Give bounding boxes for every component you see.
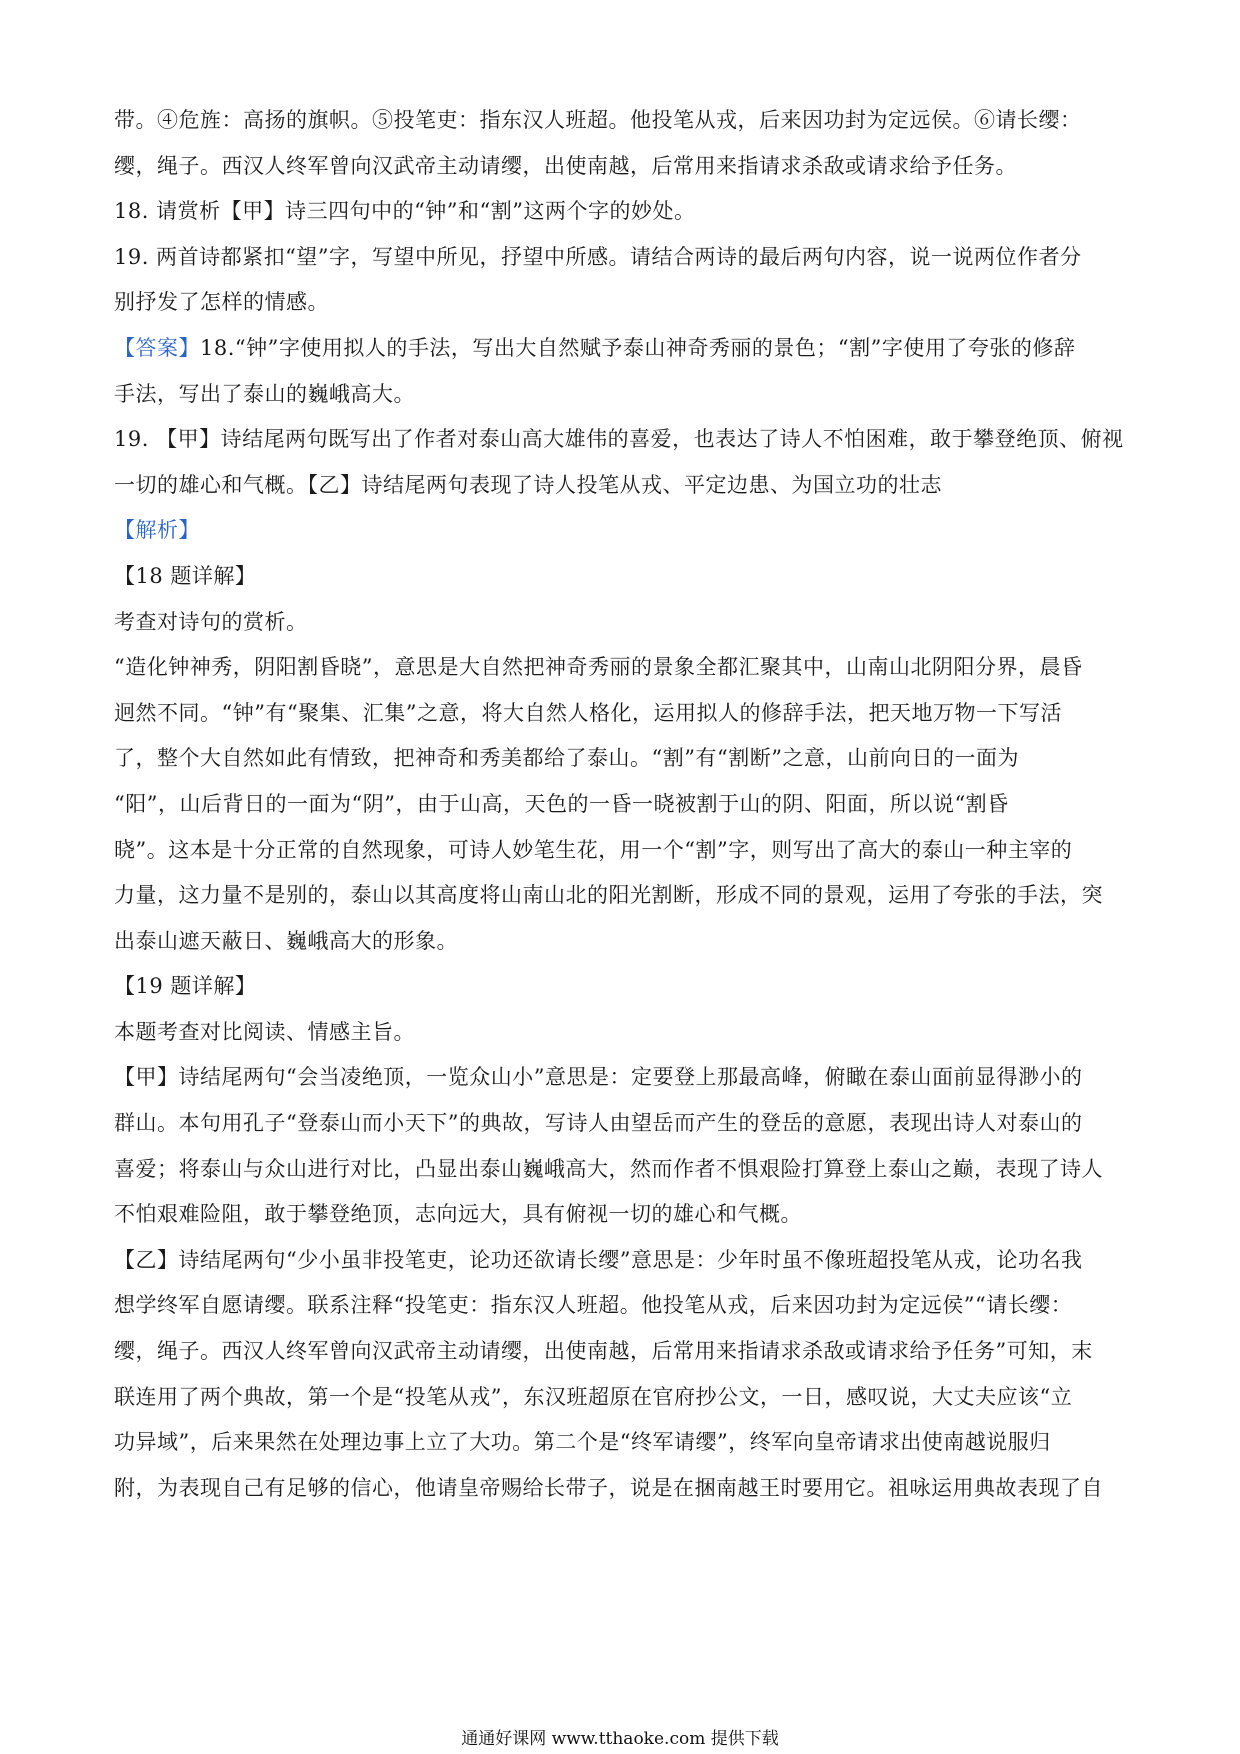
line-text: 缨，绳子。西汉人终军曾向汉武帝主动请缨，出使南越，后常用来指请求杀敌或请求给予任务”可知，末 [114, 1339, 1093, 1364]
text-line [114, 1238, 1126, 1284]
line-text: 18. 请赏析【甲】诗三四句中的“钟”和“割”这两个字的妙处。 [114, 199, 696, 224]
line-text: 手法，写出了泰山的巍峨高大。 [114, 381, 415, 406]
text-line [114, 1010, 1126, 1056]
section-heading-19 [114, 964, 1126, 1010]
line-text: 考查对诗句的赏析。 [114, 609, 308, 634]
line-text: 缨，绳子。西汉人终军曾向汉武帝主动请缨，出使南越，后常用来指请求杀敌或请求给予任务。 [114, 153, 1017, 178]
line-text: 【19 题详解】 [114, 974, 257, 999]
text-line [114, 280, 1126, 326]
line-text: 不怕艰难险阻，敢于攀登绝顶，志向远大，具有俯视一切的雄心和气概。 [114, 1202, 802, 1227]
footer-text: 通通好课网 www.tthaoke.com 提供下载 [461, 1729, 779, 1749]
text-line [114, 645, 1126, 691]
line-text: 群山。本句用孔子“登泰山而小天下”的典故，写诗人由望岳而产生的登岳的意愿，表现出诗人对泰山的 [114, 1111, 1083, 1136]
text-line [114, 144, 1126, 190]
line-text: 别抒发了怎样的情感。 [114, 290, 329, 315]
text-line [114, 463, 1126, 509]
line-text: 带。④危旌：高扬的旗帜。⑤投笔吏：指东汉人班超。他投笔从戎，后来因功封为定远侯。⑥请长缨： [114, 108, 1082, 132]
text-line [114, 691, 1126, 737]
text-line [114, 417, 1126, 463]
text-line [114, 1192, 1126, 1238]
question-19 [114, 235, 1126, 281]
text-line [114, 782, 1126, 828]
document-body [114, 98, 1126, 1511]
text-line [114, 1283, 1126, 1329]
text-line [114, 828, 1126, 874]
text-line [114, 1147, 1126, 1193]
text-line [114, 736, 1126, 782]
line-text: 本题考查对比阅读、情感主旨。 [114, 1019, 415, 1044]
line-text: 联连用了两个典故，第一个是“投笔从戎”，东汉班超原在官府抄公文，一日，感叹说，大丈夫应该“立 [114, 1384, 1073, 1409]
line-text: 【甲】诗结尾两句“会当凌绝顶，一览众山小”意思是：定要登上那最高峰，俯瞰在泰山面前显得渺小的 [114, 1065, 1083, 1090]
question-18 [114, 189, 1126, 235]
text-line [114, 600, 1126, 646]
line-text: “阳”，山后背日的一面为“阴”，由于山高，天色的一昏一晓被割于山的阴、阳面，所以说“割昏 [114, 791, 1009, 816]
text-line [114, 1101, 1126, 1147]
line-text: 功异域”，后来果然在处理边事上立了大功。第二个是“终军请缨”，终军向皇帝请求出使南越说服归 [114, 1430, 1051, 1455]
text-line [114, 873, 1126, 919]
line-text: 附，为表现自己有足够的信心，他请皇帝赐给长带子，说是在捆南越王时要用它。祖咏运用典故表现了自 [114, 1475, 1103, 1500]
text-line [114, 1420, 1126, 1466]
line-text: 出泰山遮天蔽日、巍峨高大的形象。 [114, 928, 458, 953]
line-text: 一切的雄心和气概。【乙】诗结尾两句表现了诗人投笔从戎、平定边患、为国立功的壮志 [114, 472, 942, 497]
section-heading-18 [114, 554, 1126, 600]
analysis-heading [114, 508, 1126, 554]
line-text: 迥然不同。“钟”有“聚集、汇集”之意，将大自然人格化，运用拟人的修辞手法，把天地万物一下写活 [114, 700, 1062, 725]
line-text: 了，整个大自然如此有情致，把神奇和秀美都给了泰山。“割”有“割断”之意，山前向日的一面为 [114, 746, 1019, 771]
text-line [114, 1466, 1126, 1512]
analysis-tag: 【解析】 [114, 518, 200, 543]
text-line [114, 1375, 1126, 1421]
line-text: 19. 【甲】诗结尾两句既写出了作者对泰山高大雄伟的喜爱，也表达了诗人不怕困难，敢于攀登绝顶、俯视 [114, 427, 1124, 452]
line-text: 【乙】诗结尾两句“少小虽非投笔吏，论功还欲请长缨”意思是：少年时虽不像班超投笔从戎，论功名我 [114, 1247, 1083, 1272]
answer-line [114, 326, 1126, 372]
line-text: “造化钟神秀，阴阳割昏晓”，意思是大自然把神奇秀丽的景象全都汇聚其中，山南山北阴阳分界，晨昏 [114, 655, 1083, 680]
line-text: 想学终军自愿请缨。联系注释“投笔吏：指东汉人班超。他投笔从戎，后来因功封为定远侯”“请长缨： [114, 1293, 1073, 1318]
line-text: 力量，这力量不是别的，泰山以其高度将山南山北的阳光割断，形成不同的景观，运用了夸张的手法，突 [114, 883, 1103, 908]
text-line [114, 1055, 1126, 1101]
text-line [114, 372, 1126, 418]
text-line [114, 919, 1126, 965]
line-text: 【18 题详解】 [114, 563, 257, 588]
line-text: 喜爱；将泰山与众山进行对比，凸显出泰山巍峨高大，然而作者不惧艰险打算登上泰山之巅，表现了诗人 [114, 1156, 1103, 1181]
line-text: 18.“钟”字使用拟人的手法，写出大自然赋予泰山神奇秀丽的景色；“割”字使用了夸张的修辞 [200, 335, 1076, 360]
page-footer [0, 1724, 1240, 1749]
text-line [114, 1329, 1126, 1375]
answer-tag: 【答案】 [114, 335, 200, 360]
text-line [114, 98, 1126, 144]
line-text: 晓”。这本是十分正常的自然现象，可诗人妙笔生花，用一个“割”字，则写出了高大的泰山一种主宰的 [114, 837, 1073, 862]
line-text: 19. 两首诗都紧扣“望”字，写望中所见，抒望中所感。请结合两诗的最后两句内容，说一说两位作者分 [114, 244, 1082, 269]
